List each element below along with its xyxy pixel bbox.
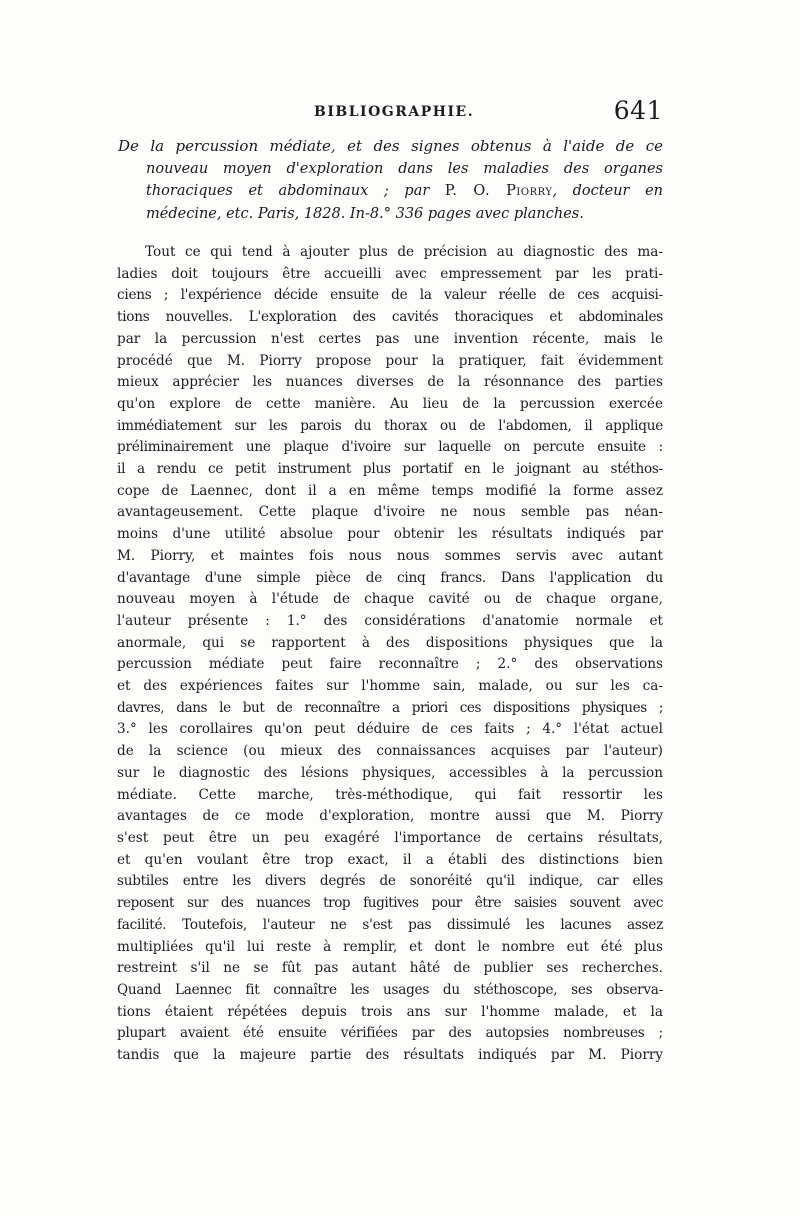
text-line: reposent sur des nuances trop fugitives pour être saisies souvent avec (117, 895, 663, 912)
text-line: subtiles entre les divers degrés de sonoréité qu'il indique, car elles (117, 873, 663, 890)
citation-line-part: , docteur en (552, 183, 663, 199)
citation-line (118, 180, 663, 203)
text-line: sur le diagnostic des lésions physiques, accessibles à la percussion (117, 764, 663, 781)
running-title: BIBLIOGRAPHIE. (314, 104, 475, 120)
text-line: plupart avaient été ensuite vérifiées par des autopsies nombreuses ; (117, 1025, 663, 1042)
text-line: avantages de ce mode d'exploration, montre aussi que M. Piorry (117, 808, 663, 825)
text-line: Tout ce qui tend à ajouter plus de précision au diagnostic des ma- (145, 244, 663, 260)
author-name: P. O. Piorry (444, 183, 553, 199)
text-line: qu'on explore de cette manière. Au lieu de la percussion exercée (117, 395, 663, 412)
text-line: cope de Laennec, dont il a en même temps modifié la forme assez (117, 482, 663, 499)
text-line: avantageusement. Cette plaque d'ivoire ne nous semble pas néan- (117, 504, 663, 521)
text-line: et des expériences faites sur l'homme sain, malade, ou sur les ca- (117, 678, 663, 695)
bibliographic-citation (118, 135, 663, 225)
citation-line: nouveau moyen d'exploration dans les maladies des organes (146, 160, 663, 177)
text-line: médiate. Cette marche, très-méthodique, qui fait ressortir les (117, 786, 663, 803)
text-line: de la science (ou mieux des connaissances acquises par l'auteur) (117, 743, 663, 760)
text-line: l'auteur présente : 1.° des considérations d'anatomie normale et (117, 612, 663, 629)
text-line: Quand Laennec fit connaître les usages du stéthoscope, ses observa- (117, 981, 663, 998)
text-line: ciens ; l'expérience décide ensuite de la valeur réelle de ces acquisi- (117, 287, 663, 304)
text-line: tions étaient répétées depuis trois ans sur l'homme malade, et la (117, 1003, 663, 1020)
text-line: facilité. Toutefois, l'auteur ne s'est pas dissimulé les lacunes assez (117, 916, 663, 933)
text-line: mieux apprécier les nuances diverses de la résonnance des parties (117, 374, 663, 391)
citation-line: De la percussion médiate, et des signes obtenus à l'aide de ce (118, 137, 663, 155)
text-line: percussion médiate peut faire reconnaître ; 2.° des observations (117, 656, 663, 673)
text-line: tandis que la majeure partie des résultats indiqués par M. Piorry (117, 1047, 663, 1064)
text-line: ladies doit toujours être accueilli avec empressement par les prati- (117, 265, 663, 282)
text-line: M. Piorry, et maintes fois nous nous sommes servis avec autant (117, 547, 663, 564)
text-line: moins d'une utilité absolue pour obtenir les résultats indiqués par (117, 526, 663, 543)
text-line: anormale, qui se rapportent à des dispositions physiques que la (117, 634, 663, 651)
page-number: 641 (613, 96, 663, 125)
text-line: multipliées qu'il lui reste à remplir, et dont le nombre eut été plus (117, 938, 663, 955)
text-line: par la percussion n'est certes pas une invention récente, mais le (117, 330, 663, 347)
page-header (118, 96, 663, 130)
text-line: restreint s'il ne se fût pas autant hâté de publier ses recherches. (117, 960, 663, 977)
text-line: s'est peut être un peu exagéré l'importance de certains résultats, (117, 829, 663, 846)
text-line: et qu'en voulant être trop exact, il a établi des distinctions bien (117, 851, 663, 868)
text-line: immédiatement sur les parois du thorax ou de l'abdomen, il applique (117, 417, 663, 434)
text-line: 3.° les corollaires qu'on peut déduire de ces faits ; 4.° l'état actuel (117, 721, 663, 738)
text-line: tions nouvelles. L'exploration des cavités thoraciques et abdominales (117, 309, 663, 326)
citation-line: médecine, etc. Paris, 1828. In-8.° 336 pages avec planches. (146, 205, 584, 222)
text-line: d'avantage d'une simple pièce de cinq francs. Dans l'application du (117, 569, 663, 586)
citation-line-part: thoraciques et abdominaux ; par (146, 183, 430, 199)
text-line: davres, dans le but de reconnaître a priori ces dispositions physiques ; (117, 699, 663, 716)
text-line: il a rendu ce petit instrument plus portatif en le joignant au stéthos- (117, 461, 663, 478)
text-line: nouveau moyen à l'étude de chaque cavité ou de chaque organe, (117, 591, 663, 608)
text-line: préliminairement une plaque d'ivoire sur laquelle on percute ensuite : (117, 439, 663, 456)
review-text (117, 242, 663, 1067)
text-line: procédé que M. Piorry propose pour la pratiquer, fait évidemment (117, 352, 663, 369)
